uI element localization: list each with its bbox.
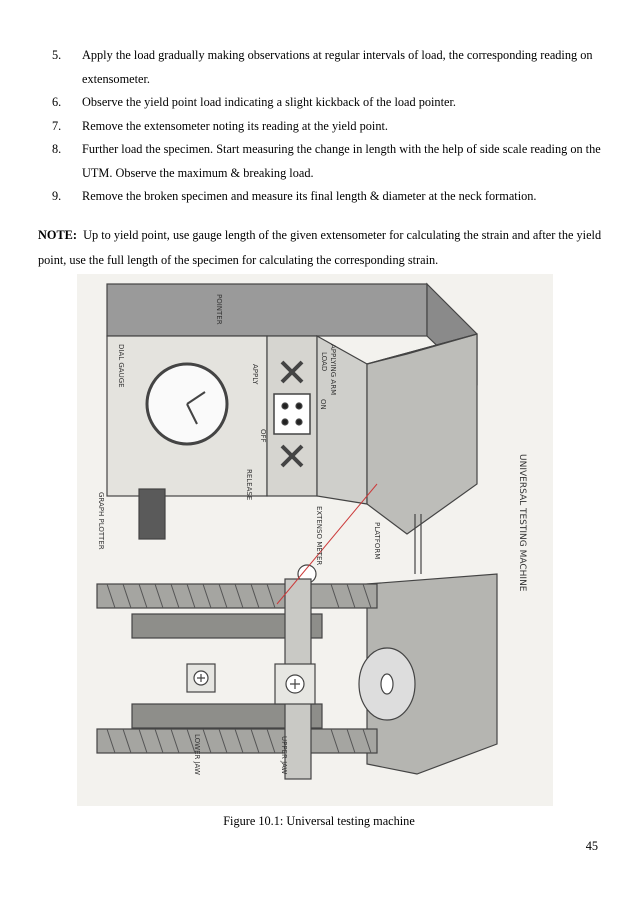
label-release: RELEASE	[245, 469, 253, 501]
label-load: LOAD	[320, 352, 328, 372]
label-apply: APPLY	[251, 364, 259, 385]
page-number: 45	[585, 839, 598, 853]
step-text: Observe the yield point load indicating a slight kickback of the load pointer.	[82, 95, 456, 109]
figure-caption: Figure 10.1: Universal testing machine	[223, 814, 415, 828]
label-dial-gauge: DIAL GAUGE	[117, 344, 125, 388]
label-extensometer: EXTENSO METER	[315, 506, 323, 566]
label-lower-jaw: LOWER JAW	[193, 734, 201, 775]
label-pointer: POINTER	[215, 294, 223, 325]
step-text: Remove the broken specimen and measure its final length & diameter at the neck formation.	[82, 189, 537, 203]
label-on: ON	[319, 399, 327, 410]
step-text: Apply the load gradually making observations at regular intervals of load, the corresponding reading on extensometer.	[82, 48, 593, 86]
graph-plotter	[139, 489, 165, 539]
label-universal-testing-machine: UNIVERSAL TESTING MACHINE	[517, 454, 527, 592]
step-number: 8.	[52, 142, 62, 156]
step-number: 6.	[52, 95, 62, 109]
label-applying-arm: APPLYING ARM	[329, 344, 337, 396]
step-9	[52, 185, 612, 209]
machine-top-panel	[107, 284, 427, 336]
label-graph-plotter: GRAPH PLOTTER	[97, 492, 105, 550]
step-number: 7.	[52, 118, 62, 133]
utm-sketch-figure	[77, 274, 553, 806]
step-number: 9.	[52, 189, 62, 203]
step-text: Remove the extensometer noting its reading at the yield point.	[82, 118, 388, 133]
label-upper-jaw: UPPER JAW	[280, 736, 288, 775]
label-off: OFF	[259, 429, 267, 443]
step-5	[52, 44, 612, 91]
step-number: 5.	[52, 48, 62, 62]
step-text: Further load the specimen. Start measuring the change in length with the help of side scale reading on the UTM. Observe the maximum & breaking load.	[82, 142, 601, 180]
step-8	[52, 138, 612, 185]
step-6	[52, 91, 612, 115]
note-label: NOTE:	[38, 228, 77, 242]
procedure-steps	[52, 44, 612, 209]
step-7	[52, 115, 612, 139]
note-paragraph	[38, 223, 606, 273]
label-platform: PLATFORM	[373, 522, 381, 560]
note-text: Up to yield point, use gauge length of the given extensometer for calculating the strain and after the yield point, use the full length of the specimen for calculating the corresponding strain.	[38, 228, 602, 267]
on-off-switch	[274, 394, 310, 434]
